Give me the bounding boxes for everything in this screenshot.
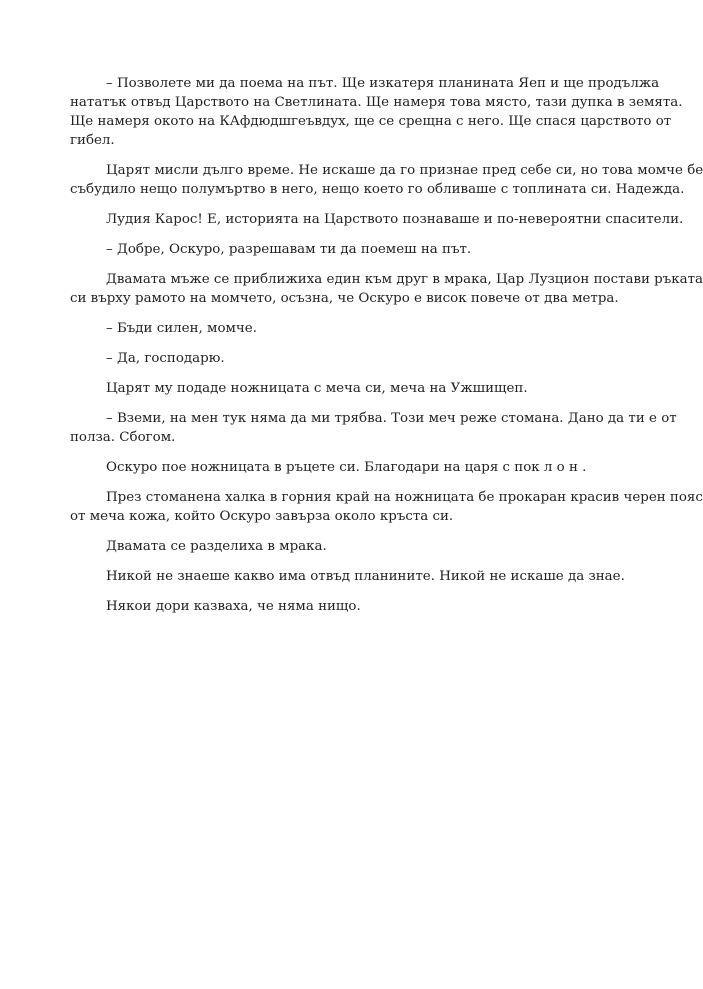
text-line: Лудия Карос! Е, историята на Царството познаваше и по-невероятни спасители. [106, 212, 684, 227]
paragraph [88, 379, 624, 398]
text-line: Някои дори казваха, че няма нищо. [106, 599, 361, 614]
paragraph [70, 270, 703, 308]
paragraph [88, 567, 624, 586]
text-line: – Вземи, на мен тук няма да ми трябва. Този меч реже стомана. Дано да ти е от [106, 411, 677, 426]
text-line: – Да, господарю. [106, 351, 225, 366]
text-line: Никой не знаеше какво има отвъд планините. Никой не искаше да знае. [106, 569, 625, 584]
text-line: Царят му подаде ножницата с меча си, меча на Ужшищеп. [106, 381, 528, 396]
text-line: – Позволете ми да поема на път. Ще изкатеря планината Яеп и ще продължа [106, 76, 660, 91]
paragraph [88, 319, 624, 338]
text-line: Оскуро пое ножницата в ръцете си. Благодари на царя с пок л о н . [106, 460, 587, 475]
text-line: – Добре, Оскуро, разрешавам ти да поемеш на път. [106, 242, 472, 257]
text-line: полза. Сбогом. [70, 430, 176, 445]
paragraph [88, 210, 684, 229]
paragraph [88, 458, 624, 477]
text-line: Двамата мъже се приближиха един към друг в мрака, Цар Лузцион постави ръката [106, 272, 703, 287]
paragraph [70, 488, 703, 526]
text-line: През стоманена халка в горния край на ножницата бе прокаран красив черен пояс [106, 490, 703, 505]
text-line: Двамата се разделиха в мрака. [106, 539, 327, 554]
paragraph [88, 349, 624, 368]
text-line: си върху рамото на момчето, осъзна, че Оскуро е висок повече от два метра. [70, 291, 619, 306]
text-line: от меча кожа, който Оскуро завърза около кръста си. [70, 509, 454, 524]
text-line: събудило нещо полумъртво в него, нещо което го обливаше с топлината си. Надежда. [70, 182, 685, 197]
paragraph [70, 161, 703, 199]
paragraph [70, 74, 683, 150]
document-body [70, 74, 703, 627]
paragraph [70, 409, 677, 447]
text-line: Царят мисли дълго време. Не искаше да го признае пред себе си, но това момче бе [106, 163, 703, 178]
text-line: Ще намеря окото на КАфдюдшгеъвдух, ще се срещна с него. Ще спася царството от [70, 114, 672, 129]
text-line: гибел. [70, 133, 115, 148]
paragraph [88, 597, 624, 616]
text-line: нататък отвъд Царството на Светлината. Ще намеря това място, тази дупка в земята. [70, 95, 683, 110]
text-line: – Бъди силен, момче. [106, 321, 257, 336]
paragraph [88, 537, 624, 556]
paragraph [88, 240, 624, 259]
